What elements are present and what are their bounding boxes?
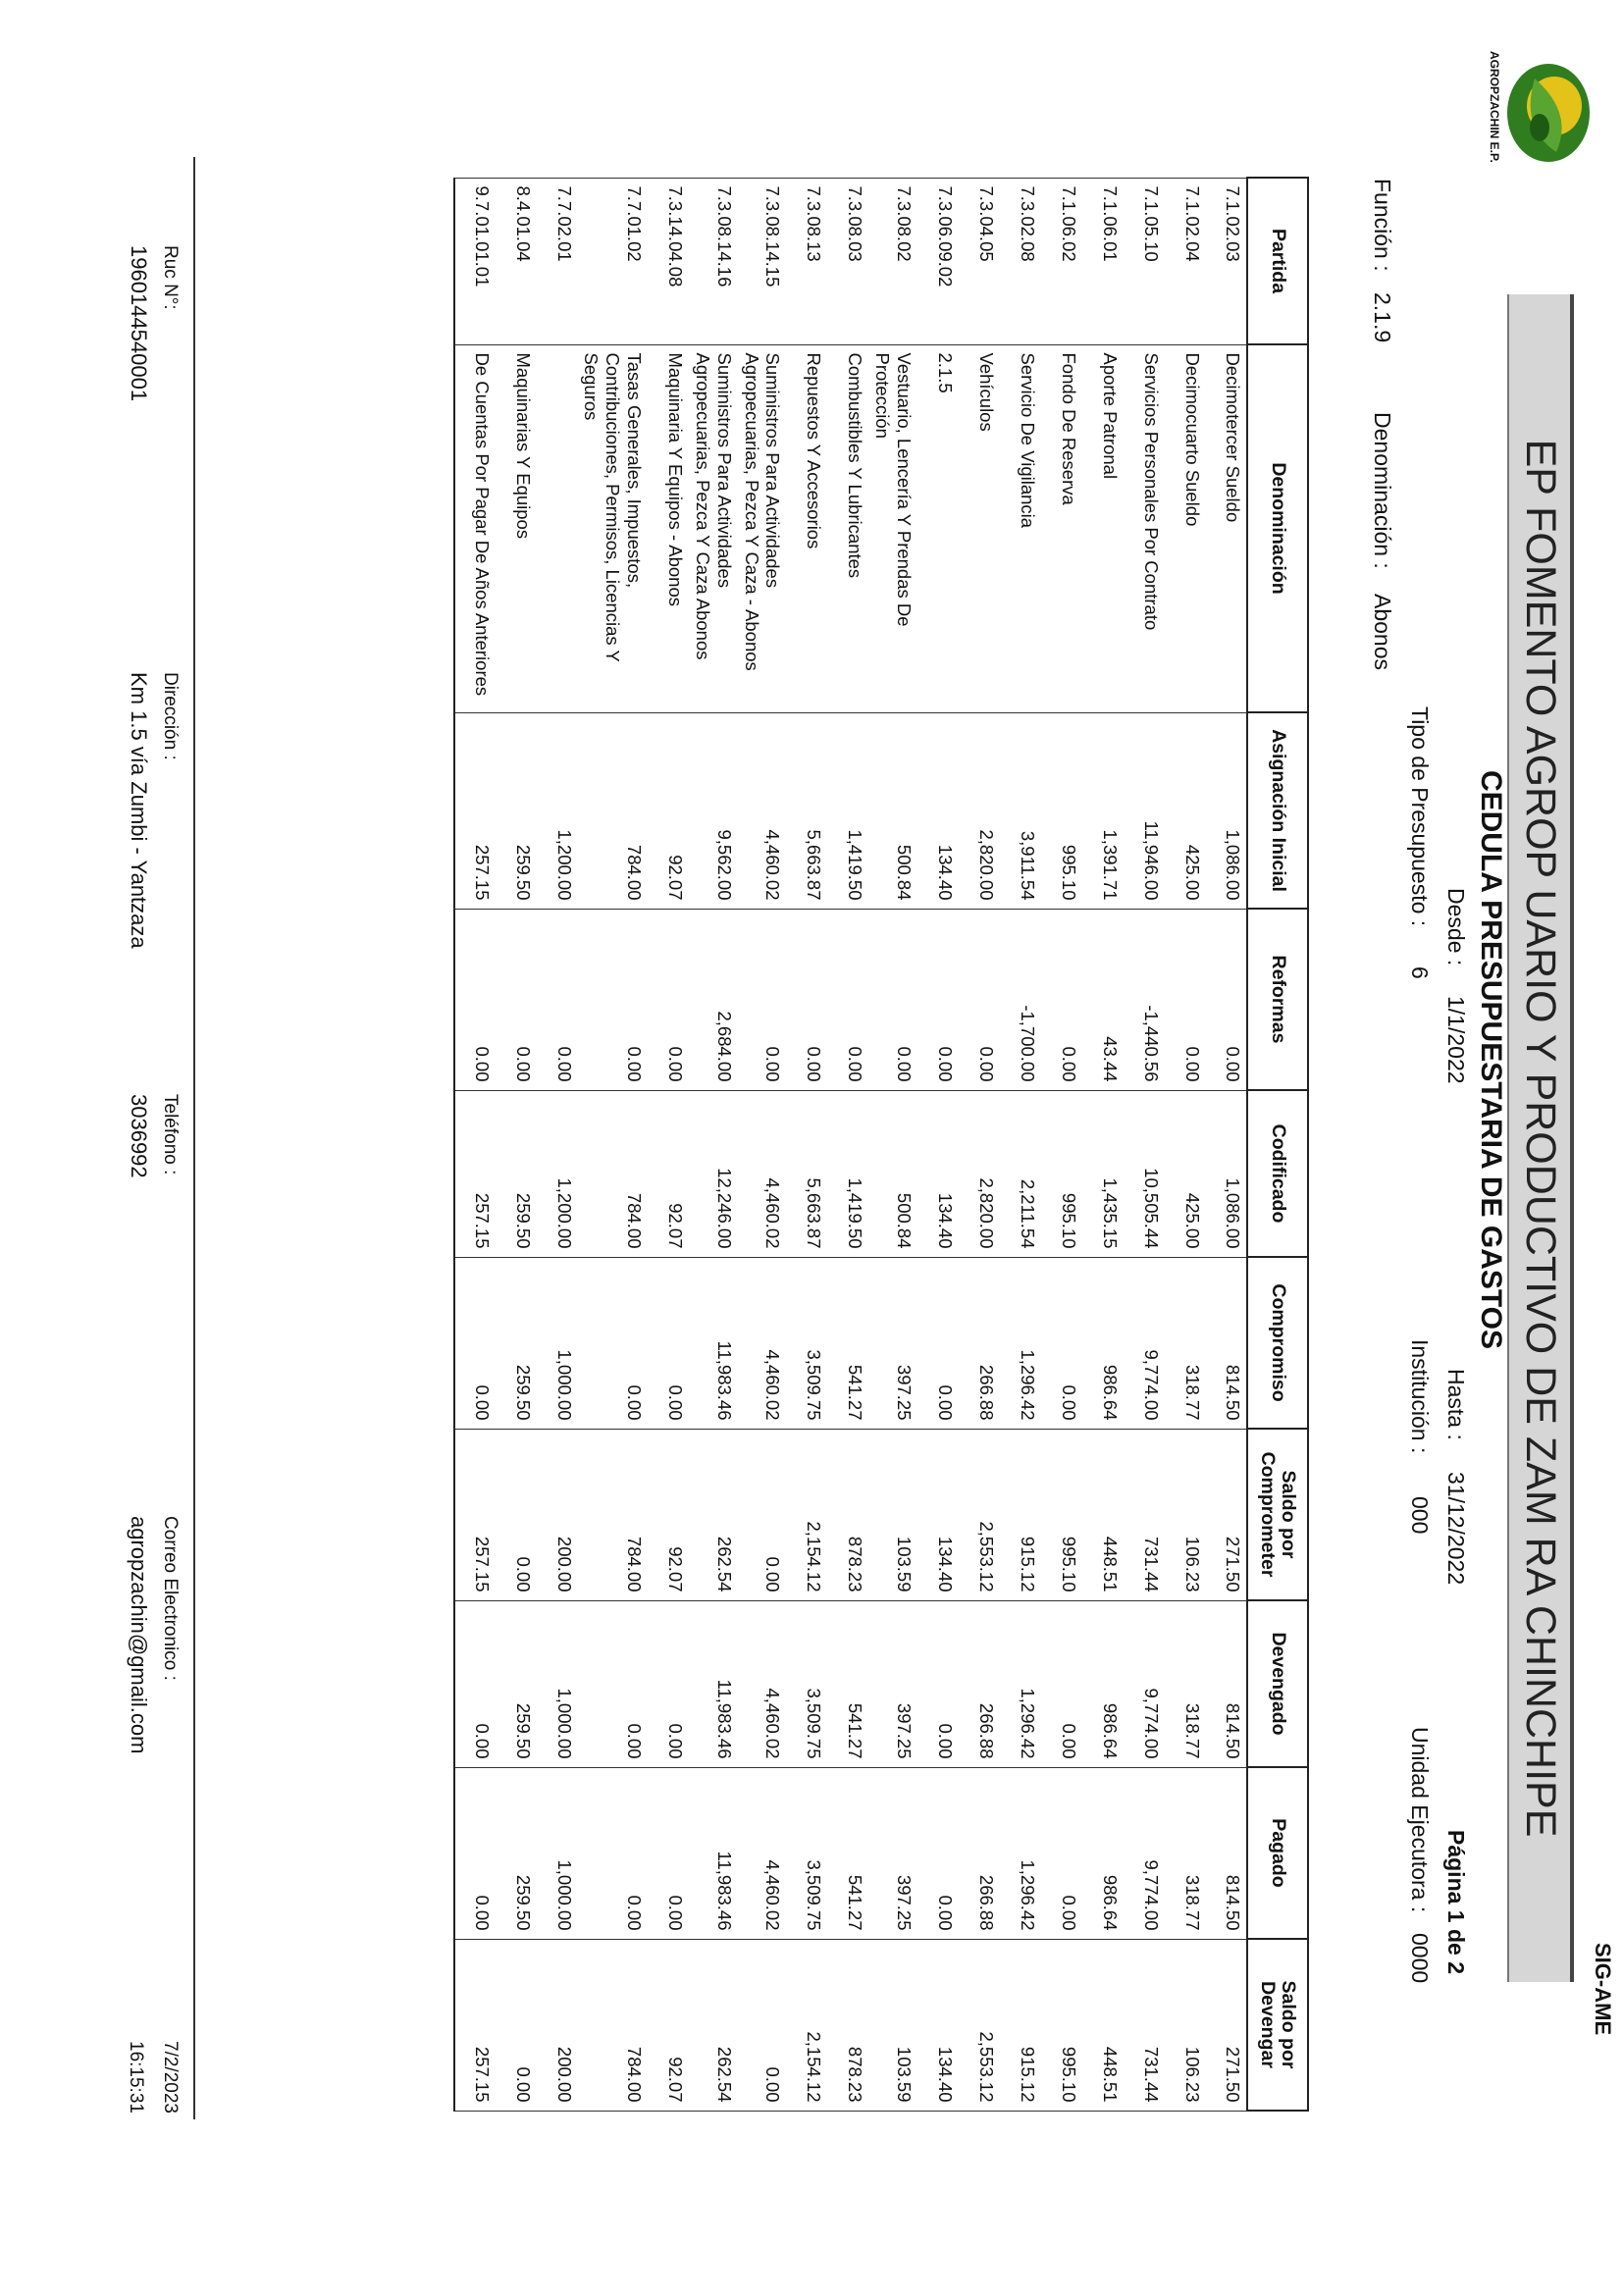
table-row (1206, 178, 1247, 2111)
amount-cell: 134.40 (917, 712, 959, 909)
amount-cell: 11,983.46 (689, 1767, 738, 1939)
col-header-saldo-devengar: Saldo por Devengar (1247, 1939, 1308, 2111)
amount-cell: 541.27 (827, 1767, 868, 1939)
amount-cell: 784.00 (578, 1939, 648, 2111)
amount-cell: 1,086.00 (1206, 1090, 1247, 1257)
col-header-partida: Partida (1247, 178, 1308, 344)
amount-cell: 1,296.42 (1000, 1257, 1041, 1429)
amount-cell: 318.77 (1165, 1257, 1206, 1429)
amount-cell: 995.10 (1041, 1090, 1082, 1257)
amount-cell: 0.00 (827, 909, 868, 1090)
amount-cell: 425.00 (1165, 712, 1206, 909)
amount-cell: 10,505.44 (1124, 1090, 1165, 1257)
amount-cell: 92.07 (648, 712, 689, 909)
amount-cell: 0.00 (454, 1767, 496, 1939)
amount-cell: 200.00 (537, 1429, 578, 1600)
amount-cell: 1,391.71 (1082, 712, 1124, 909)
amount-cell: 784.00 (578, 712, 648, 909)
amount-cell: 0.00 (1165, 909, 1206, 1090)
col-header-pagado: Pagado (1247, 1767, 1308, 1939)
amount-cell: 0.00 (537, 909, 578, 1090)
amount-cell: 12,246.00 (689, 1090, 738, 1257)
amount-cell: 784.00 (578, 1090, 648, 1257)
partida-cell: 7.3.14.04.08 (648, 178, 689, 344)
funcion-label: Función : (1370, 179, 1395, 272)
amount-cell: 0.00 (738, 1939, 787, 2111)
amount-cell: 257.15 (454, 1429, 496, 1600)
amount-cell: 259.50 (496, 1600, 537, 1767)
amount-cell: 134.40 (917, 1090, 959, 1257)
amount-cell: 995.10 (1041, 712, 1082, 909)
amount-cell: 0.00 (959, 909, 1000, 1090)
partida-cell: 7.3.08.14.15 (738, 178, 787, 344)
amount-cell: 784.00 (578, 1429, 648, 1600)
amount-cell: 266.88 (959, 1257, 1000, 1429)
amount-cell: 0.00 (1206, 909, 1247, 1090)
amount-cell: 92.07 (648, 1429, 689, 1600)
title-banner (1507, 294, 1574, 1982)
amount-cell: 271.50 (1206, 1939, 1247, 2111)
amount-cell: 257.15 (454, 712, 496, 909)
amount-cell: 4,460.02 (738, 1090, 787, 1257)
partida-cell: 7.3.08.03 (827, 178, 868, 344)
amount-cell: 318.77 (1165, 1767, 1206, 1939)
amount-cell: 0.00 (1041, 1600, 1082, 1767)
amount-cell: 2,211.54 (1000, 1090, 1041, 1257)
amount-cell: 0.00 (648, 909, 689, 1090)
amount-cell: 986.64 (1082, 1257, 1124, 1429)
table-row (648, 178, 689, 2111)
desde-value: 1/1/2022 (1443, 996, 1469, 1084)
amount-cell: 2,553.12 (959, 1939, 1000, 2111)
amount-cell: 814.50 (1206, 1767, 1247, 1939)
denominacion-cell: Decimocuarto Sueldo (1165, 344, 1206, 712)
table-row (578, 178, 648, 2111)
amount-cell: 425.00 (1165, 1090, 1206, 1257)
amount-cell: 4,460.02 (738, 1257, 787, 1429)
partida-cell: 7.3.04.05 (959, 178, 1000, 344)
amount-cell: 731.44 (1124, 1429, 1165, 1600)
amount-cell: 1,086.00 (1206, 712, 1247, 909)
amount-cell: 0.00 (917, 1600, 959, 1767)
table-row (1041, 178, 1082, 2111)
amount-cell: 1,435.15 (1082, 1090, 1124, 1257)
table-row (738, 178, 787, 2111)
amount-cell: 878.23 (827, 1939, 868, 2111)
amount-cell: 106.23 (1165, 1429, 1206, 1600)
amount-cell: 134.40 (917, 1939, 959, 2111)
denominacion-cell: Maquinaria Y Equipos - Abonos (648, 344, 689, 712)
amount-cell: 262.54 (689, 1939, 738, 2111)
denominacion-cell: Combustibles Y Lubricantes (827, 344, 868, 712)
institucion-label: Institución : (1407, 1339, 1433, 1454)
company-logo-icon (1503, 59, 1594, 167)
direccion-value: Km 1.5 vía Zumbi - Yantzaza (127, 672, 151, 949)
amount-cell: 995.10 (1041, 1939, 1082, 2111)
partida-cell: 7.1.02.04 (1165, 178, 1206, 344)
amount-cell: 0.00 (738, 1429, 787, 1600)
amount-cell: 1,200.00 (537, 1090, 578, 1257)
amount-cell: 2,820.00 (959, 1090, 1000, 1257)
amount-cell: 200.00 (537, 1939, 578, 2111)
telefono-value: 3036992 (127, 1094, 151, 1178)
amount-cell: 0.00 (578, 1600, 648, 1767)
table-row (537, 178, 578, 2111)
denominacion-cell: Decimotercer Sueldo (1206, 344, 1247, 712)
amount-cell: 0.00 (578, 909, 648, 1090)
amount-cell: 0.00 (648, 1257, 689, 1429)
amount-cell: 0.00 (917, 909, 959, 1090)
denominacion-cell: Vehículos (959, 344, 1000, 712)
partida-cell: 7.3.02.08 (1000, 178, 1041, 344)
budget-table (453, 177, 1309, 2112)
amount-cell: 0.00 (496, 1939, 537, 2111)
amount-cell: 103.59 (868, 1429, 917, 1600)
amount-cell: 43.44 (1082, 909, 1124, 1090)
institucion-value: 000 (1407, 1496, 1433, 1535)
amount-cell: 2,154.12 (786, 1939, 827, 2111)
amount-cell: 3,509.75 (786, 1600, 827, 1767)
amount-cell: 103.59 (868, 1939, 917, 2111)
amount-cell: 0.00 (454, 1600, 496, 1767)
table-row (1082, 178, 1124, 2111)
partida-cell: 8.4.01.04 (496, 178, 537, 344)
amount-cell: 4,460.02 (738, 712, 787, 909)
amount-cell: 259.50 (496, 1090, 537, 1257)
col-header-codificado: Codificado (1247, 1090, 1308, 1257)
denominacion-cell: Aporte Patronal (1082, 344, 1124, 712)
organization-title: EP FOMENTO AGROP UARIO Y PRODUCTIVO DE ZAM RA CHINCHIPE (1517, 439, 1564, 1838)
amount-cell: 814.50 (1206, 1257, 1247, 1429)
col-header-asignacion: Asignación Inicial (1247, 712, 1308, 909)
denominacion-cell (537, 344, 578, 712)
amount-cell: 1,200.00 (537, 712, 578, 909)
amount-cell: 318.77 (1165, 1600, 1206, 1767)
amount-cell: 0.00 (496, 909, 537, 1090)
partida-cell: 7.3.08.13 (786, 178, 827, 344)
amount-cell: 4,460.02 (738, 1767, 787, 1939)
partida-cell: 7.3.08.02 (868, 178, 917, 344)
amount-cell: 0.00 (868, 909, 917, 1090)
partida-cell: 9.7.01.01.01 (454, 178, 496, 344)
amount-cell: 448.51 (1082, 1429, 1124, 1600)
denominacion-value: Abonos (1370, 594, 1395, 671)
partida-cell: 7.7.02.01 (537, 178, 578, 344)
amount-cell: 11,983.46 (689, 1600, 738, 1767)
amount-cell: 266.88 (959, 1600, 1000, 1767)
ruc-label: Ruc N°: (160, 245, 181, 310)
partida-cell: 7.1.06.02 (1041, 178, 1082, 344)
denominacion-cell: Maquinarias Y Equipos (496, 344, 537, 712)
hasta-label: Hasta : (1443, 1369, 1469, 1440)
table-row (1124, 178, 1165, 2111)
amount-cell: 500.84 (868, 712, 917, 909)
partida-cell: 7.1.05.10 (1124, 178, 1165, 344)
denominacion-cell: Tasas Generales, Impuestos, Contribuciones, Permisos, Licencias Y Seguros (578, 344, 648, 712)
print-time: 16:15:31 (126, 2041, 146, 2113)
amount-cell: 4,460.02 (738, 1600, 787, 1767)
amount-cell: 1,000.00 (537, 1600, 578, 1767)
amount-cell: 106.23 (1165, 1939, 1206, 2111)
amount-cell: 1,000.00 (537, 1767, 578, 1939)
funcion-value: 2.1.9 (1370, 292, 1395, 343)
denominacion-cell: Suministros Para Actividades Agropecuarias, Pezca Y Caza Abonos (689, 344, 738, 712)
amount-cell: 0.00 (786, 909, 827, 1090)
denominacion-cell: Vestuario, Lencería Y Prendas De Protección (868, 344, 917, 712)
print-date: 7/2/2023 (160, 2041, 181, 2113)
partida-cell: 7.3.06.09.02 (917, 178, 959, 344)
correo-label: Correo Electronico : (160, 1516, 181, 1681)
denominacion-cell: Servicios Personales Por Contrato (1124, 344, 1165, 712)
unidad-ejecutora-label: Unidad Ejecutora : (1407, 1727, 1433, 1913)
table-row (689, 178, 738, 2111)
amount-cell: 259.50 (496, 712, 537, 909)
page-number: Página 1 de 2 (1443, 1830, 1469, 1975)
partida-cell: 7.1.06.01 (1082, 178, 1124, 344)
amount-cell: 257.15 (454, 1090, 496, 1257)
col-header-reformas: Reformas (1247, 909, 1308, 1090)
amount-cell: 1,296.42 (1000, 1600, 1041, 1767)
amount-cell: 9,774.00 (1124, 1257, 1165, 1429)
table-row (827, 178, 868, 2111)
amount-cell: 915.12 (1000, 1939, 1041, 2111)
amount-cell: 397.25 (868, 1767, 917, 1939)
amount-cell: -1,440.56 (1124, 909, 1165, 1090)
amount-cell: 3,911.54 (1000, 712, 1041, 909)
unidad-ejecutora-value: 0000 (1407, 1933, 1433, 1984)
amount-cell: 0.00 (454, 909, 496, 1090)
amount-cell: 3,509.75 (786, 1767, 827, 1939)
amount-cell: 500.84 (868, 1090, 917, 1257)
amount-cell: 11,983.46 (689, 1257, 738, 1429)
amount-cell: 995.10 (1041, 1429, 1082, 1600)
amount-cell: 9,774.00 (1124, 1767, 1165, 1939)
denominacion-cell: 2.1.5 (917, 344, 959, 712)
amount-cell: 92.07 (648, 1939, 689, 2111)
col-header-compromiso: Compromiso (1247, 1257, 1308, 1429)
amount-cell: 0.00 (648, 1600, 689, 1767)
amount-cell: 1,419.50 (827, 712, 868, 909)
table-row (1000, 178, 1041, 2111)
amount-cell: 986.64 (1082, 1767, 1124, 1939)
table-row (917, 178, 959, 2111)
table-row (454, 178, 496, 2111)
amount-cell: 259.50 (496, 1257, 537, 1429)
ruc-value: 1960144540001 (127, 245, 151, 402)
amount-cell: 11,946.00 (1124, 712, 1165, 909)
amount-cell: 92.07 (648, 1090, 689, 1257)
amount-cell: 2,553.12 (959, 1429, 1000, 1600)
partida-cell: 7.3.08.14.16 (689, 178, 738, 344)
table-row (959, 178, 1000, 2111)
col-header-devengado: Devengado (1247, 1600, 1308, 1767)
amount-cell: 878.23 (827, 1429, 868, 1600)
system-name: SIG-AME (1591, 1943, 1615, 2036)
amount-cell: 0.00 (1041, 1257, 1082, 1429)
amount-cell: 397.25 (868, 1257, 917, 1429)
amount-cell: 1,000.00 (537, 1257, 578, 1429)
desde-label: Desde : (1443, 888, 1469, 966)
amount-cell: 266.88 (959, 1767, 1000, 1939)
amount-cell: 0.00 (738, 909, 787, 1090)
denominacion-cell: De Cuentas Por Pagar De Años Anteriores (454, 344, 496, 712)
amount-cell: 1,419.50 (827, 1090, 868, 1257)
col-header-denominacion: Denominación (1247, 344, 1308, 712)
amount-cell: 2,820.00 (959, 712, 1000, 909)
amount-cell: 262.54 (689, 1429, 738, 1600)
report-title: CEDULA PRESUPUESTARIA DE GASTOS (1475, 769, 1507, 1350)
amount-cell: 0.00 (1041, 1767, 1082, 1939)
amount-cell: 5,663.87 (786, 712, 827, 909)
amount-cell: 5,663.87 (786, 1090, 827, 1257)
denominacion-cell: Suministros Para Actividades Agropecuarias, Pezca Y Caza - Abonos (738, 344, 787, 712)
amount-cell: 541.27 (827, 1600, 868, 1767)
col-header-saldo-comprometer: Saldo por Comprometer (1247, 1429, 1308, 1600)
amount-cell: 2,154.12 (786, 1429, 827, 1600)
amount-cell: 259.50 (496, 1767, 537, 1939)
table-header-row (1247, 178, 1308, 2111)
amount-cell: -1,700.00 (1000, 909, 1041, 1090)
logo-caption: AGROPZACHIN E.P. (1488, 51, 1501, 163)
amount-cell: 731.44 (1124, 1939, 1165, 2111)
table-row (786, 178, 827, 2111)
table-row (868, 178, 917, 2111)
amount-cell: 0.00 (454, 1257, 496, 1429)
table-row (496, 178, 537, 2111)
telefono-label: Teléfono : (160, 1094, 181, 1175)
amount-cell: 0.00 (1041, 909, 1082, 1090)
amount-cell: 0.00 (917, 1767, 959, 1939)
table-row (1165, 178, 1206, 2111)
correo-value: agropzachin@gmail.com (127, 1516, 151, 1754)
tipo-presupuesto-label: Tipo de Presupuesto : (1407, 706, 1433, 927)
denominacion-label: Denominación : (1370, 412, 1395, 569)
amount-cell: 0.00 (496, 1429, 537, 1600)
footer-divider (193, 157, 195, 2119)
amount-cell: 541.27 (827, 1257, 868, 1429)
amount-cell: 0.00 (917, 1257, 959, 1429)
amount-cell: 397.25 (868, 1600, 917, 1767)
amount-cell: 9,774.00 (1124, 1600, 1165, 1767)
tipo-presupuesto-value: 6 (1407, 966, 1433, 979)
partida-cell: 7.7.01.02 (578, 178, 648, 344)
amount-cell: 3,509.75 (786, 1257, 827, 1429)
amount-cell: 0.00 (578, 1257, 648, 1429)
amount-cell: 814.50 (1206, 1600, 1247, 1767)
amount-cell: 2,684.00 (689, 909, 738, 1090)
amount-cell: 0.00 (648, 1767, 689, 1939)
amount-cell: 915.12 (1000, 1429, 1041, 1600)
amount-cell: 0.00 (578, 1767, 648, 1939)
denominacion-cell: Repuestos Y Accesorios (786, 344, 827, 712)
denominacion-cell: Servicio De Vigilancia (1000, 344, 1041, 712)
amount-cell: 271.50 (1206, 1429, 1247, 1600)
partida-cell: 7.1.02.03 (1206, 178, 1247, 344)
amount-cell: 257.15 (454, 1939, 496, 2111)
amount-cell: 134.40 (917, 1429, 959, 1600)
hasta-value: 31/12/2022 (1443, 1472, 1469, 1586)
amount-cell: 9,562.00 (689, 712, 738, 909)
amount-cell: 986.64 (1082, 1600, 1124, 1767)
amount-cell: 1,296.42 (1000, 1767, 1041, 1939)
amount-cell: 448.51 (1082, 1939, 1124, 2111)
direccion-label: Dirección : (160, 672, 181, 760)
denominacion-cell: Fondo De Reserva (1041, 344, 1082, 712)
